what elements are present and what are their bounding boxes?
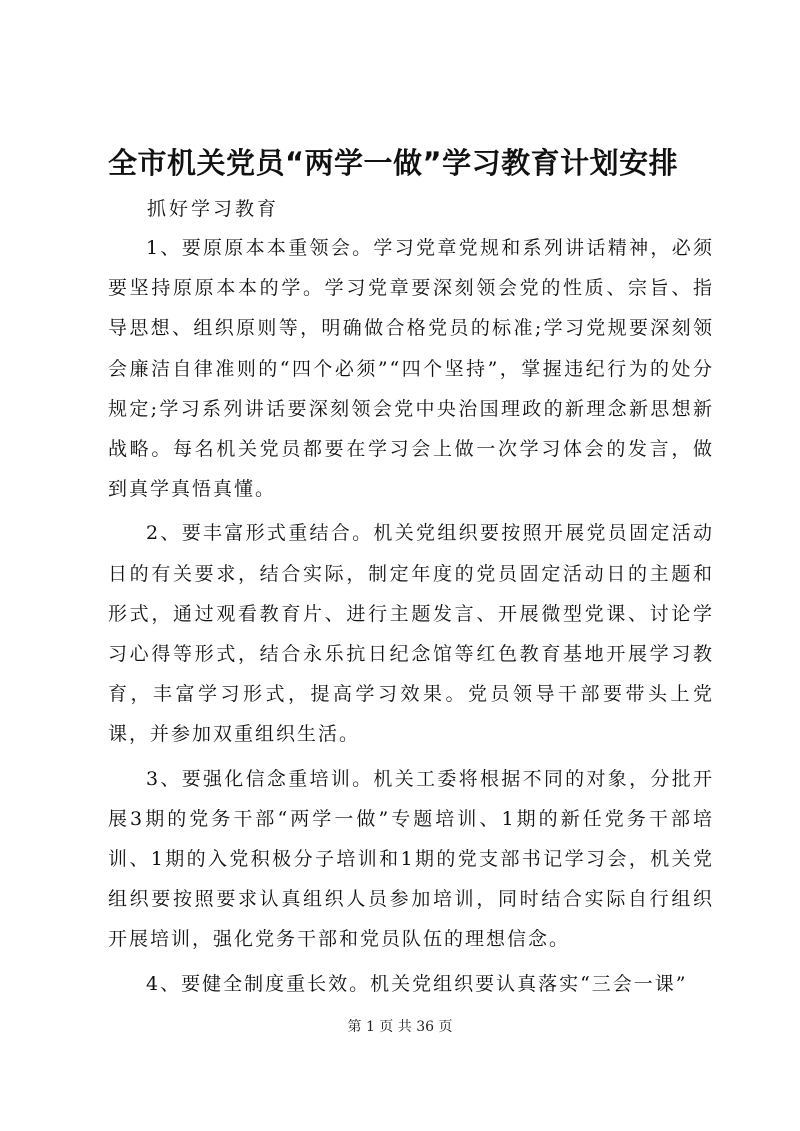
- paragraph-4: 4、要健全制度重长效。机关党组织要认真落实“三会一课”: [146, 972, 688, 995]
- page-title: 全市机关党员“两学一做”学习教育计划安排: [108, 146, 679, 180]
- section-heading: 抓好学习教育: [147, 198, 280, 220]
- document-body: [108, 228, 714, 1008]
- page-number-footer: 第 1 页 共 36 页: [347, 1019, 453, 1035]
- paragraph-1: 1、要原原本本重领会。学习党章党规和系列讲话精神，必须要坚持原原本本的学。学习党章要深刻领会党的性质、宗旨、指导思想、组织原则等，明确做合格党员的标准;学习党规要深刻领会廉洁自律准则的“四个必须”“四个坚持”，掌握违纪行为的处分规定;学习系列讲话要深刻领会党中央治国理政的新理念新思想新战略。每名机关党员都要在学习会上做一次学习体会的发言，做到真学真悟真懂。: [108, 237, 714, 501]
- paragraph-3: 3、要强化信念重培训。机关工委将根据不同的对象，分批开展3期的党务干部“两学一做”专题培训、1期的新任党务干部培训、1期的入党积极分子培训和1期的党支部书记学习会，机关党组织要按照要求认真组织人员参加培训，同时结合实际自行组织开展培训，强化党务干部和党员队伍的理想信念。: [108, 767, 714, 951]
- paragraph-2: 2、要丰富形式重结合。机关党组织要按照开展党员固定活动日的有关要求，结合实际，制定年度的党员固定活动日的主题和形式，通过观看教育片、进行主题发言、开展微型党课、讨论学习心得等形式，结合永乐抗日纪念馆等红色教育基地开展学习教育，丰富学习形式，提高学习效果。党员领导干部要带头上党课，并参加双重组织生活。: [108, 522, 714, 746]
